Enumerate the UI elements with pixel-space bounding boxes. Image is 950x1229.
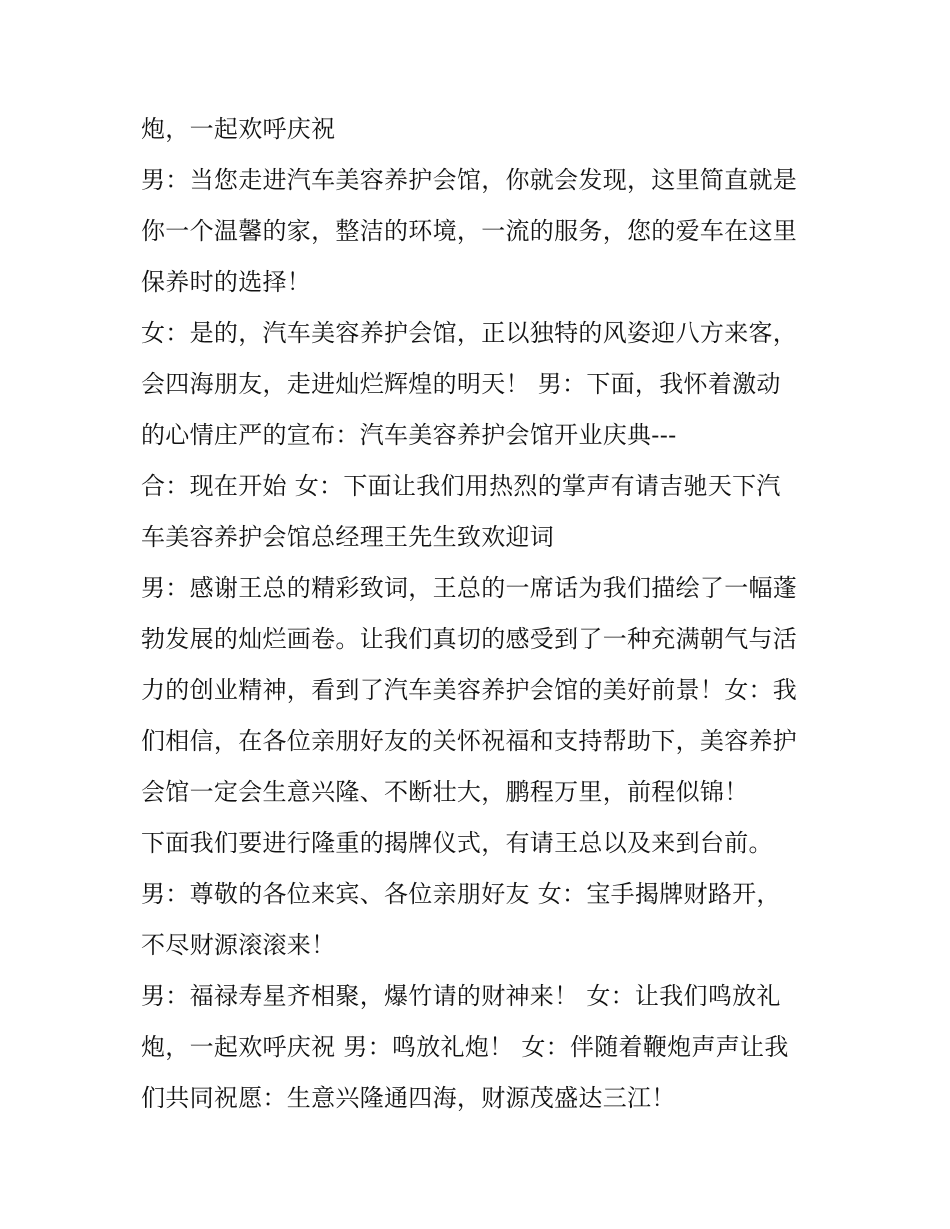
text-line: 的心情庄严的宣布：汽车美容养护会馆开业庆典--- — [141, 421, 677, 449]
text-line: 保养时的选择！ — [141, 268, 312, 296]
text-line: 炮，一起欢呼庆祝 男：鸣放礼炮！ 女：伴随着鞭炮声声让我 — [141, 1033, 789, 1061]
text-line: 会四海朋友，走进灿烂辉煌的明天！ 男：下面，我怀着激动 — [141, 370, 781, 398]
text-line: 男：当您走进汽车美容养护会馆，你就会发现，这里简直就是 — [141, 166, 798, 194]
text-line: 们相信，在各位亲朋好友的关怀祝福和支持帮助下，美容养护 — [141, 727, 798, 755]
text-line: 男：尊敬的各位来宾、各位亲朋好友 女：宝手揭牌财路开， — [141, 880, 781, 908]
text-line: 男：感谢王总的精彩致词，王总的一席话为我们描绘了一幅蓬 — [141, 574, 798, 602]
text-line: 车美容养护会馆总经理王先生致欢迎词 — [141, 523, 555, 551]
text-line: 勃发展的灿烂画卷。让我们真切的感受到了一种充满朝气与活 — [141, 625, 798, 653]
text-line: 不尽财源滚滚来！ — [141, 931, 336, 959]
text-line: 男：福禄寿星齐相聚，爆竹请的财神来！ 女：让我们鸣放礼 — [141, 982, 781, 1010]
text-line: 下面我们要进行隆重的揭牌仪式，有请王总以及来到台前。 — [141, 829, 773, 857]
text-line: 你一个温馨的家，整洁的环境，一流的服务，您的爱车在这里 — [141, 217, 798, 245]
text-line: 炮，一起欢呼庆祝 — [141, 115, 336, 143]
text-line: 女：是的，汽车美容养护会馆，正以独特的风姿迎八方来客， — [141, 319, 798, 347]
text-line: 合：现在开始 女：下面让我们用热烈的掌声有请吉驰天下汽 — [141, 472, 781, 500]
text-line: 们共同祝愿：生意兴隆通四海，财源茂盛达三江！ — [141, 1084, 676, 1112]
text-line: 会馆一定会生意兴隆、不断壮大，鹏程万里，前程似锦！ — [141, 778, 749, 806]
document-body — [141, 108, 831, 1126]
text-line: 力的创业精神，看到了汽车美容养护会馆的美好前景！女：我 — [141, 676, 798, 704]
